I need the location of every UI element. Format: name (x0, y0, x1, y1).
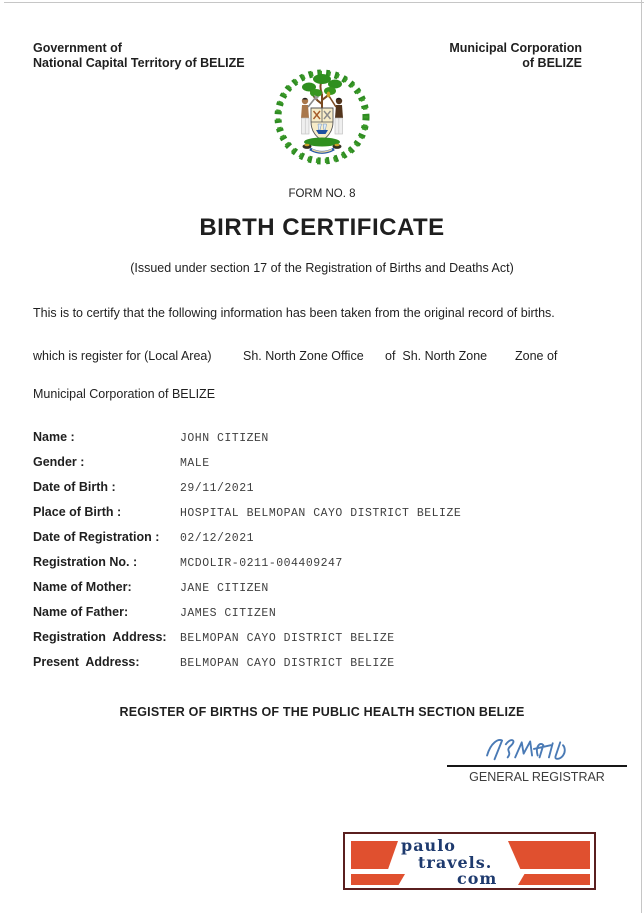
field-value: MALE (180, 457, 210, 470)
field-label: Place of Birth : (33, 505, 122, 519)
field-row-date-of-birth (33, 480, 461, 494)
field-row-registration-address (33, 630, 461, 644)
document-title: BIRTH CERTIFICATE (199, 214, 445, 241)
belize-coat-of-arms-icon (272, 66, 372, 170)
field-row-registration-no (33, 555, 461, 569)
field-label: Name of Mother: (33, 580, 132, 594)
issuer-left-line2: National Capital Territory of BELIZE (33, 56, 245, 70)
document-subtitle: (Issued under section 17 of the Registration of Births and Deaths Act) (130, 261, 514, 275)
field-row-date-of-registration (33, 530, 461, 544)
field-label: Registration Address: (33, 630, 167, 644)
field-label: Registration No. : (33, 555, 138, 569)
signature-line (447, 765, 627, 767)
field-label: Date of Registration : (33, 530, 160, 544)
issuer-left (33, 41, 245, 71)
form-number: FORM NO. 8 (288, 188, 356, 200)
field-row-name-of-father (33, 605, 461, 619)
register-office-value: Sh. North Zone Office (243, 349, 364, 363)
register-corporation-line: Municipal Corporation of BELIZE (33, 387, 216, 401)
paulo-travels-logo (343, 832, 596, 890)
field-value: MCDOLIR-0211-004409247 (180, 557, 343, 570)
field-row-name (33, 430, 461, 444)
register-zone-value: of Sh. North Zone (385, 349, 488, 363)
issuer-right-line1: Municipal Corporation (449, 41, 582, 55)
logo-text-line3: com (457, 869, 498, 888)
issuer-left-line1: Government of (33, 41, 122, 55)
field-value: JAMES CITIZEN (180, 607, 277, 620)
field-label: Gender : (33, 455, 85, 469)
field-row-gender (33, 455, 461, 469)
field-row-place-of-birth (33, 505, 461, 519)
register-zone-of-label: Zone of (515, 349, 558, 363)
logo-text-line2: travels. (418, 853, 493, 872)
logo-text-line1: paulo (401, 836, 456, 855)
field-value: 29/11/2021 (180, 482, 255, 495)
field-row-name-of-mother (33, 580, 461, 594)
logo-left-block (351, 841, 398, 869)
field-value: JOHN CITIZEN (180, 432, 269, 445)
page-top-edge-line (4, 2, 644, 3)
field-value: JANE CITIZEN (180, 582, 269, 595)
field-value: HOSPITAL BELMOPAN CAYO DISTRICT BELIZE (180, 507, 462, 520)
logo-right-block (508, 841, 590, 869)
logo-right-bar (518, 874, 590, 885)
issuer-right-line2: of BELIZE (522, 56, 582, 70)
register-of-births-heading: REGISTER OF BIRTHS OF THE PUBLIC HEALTH SECTION BELIZE (119, 705, 525, 719)
field-value: BELMOPAN CAYO DISTRICT BELIZE (180, 632, 395, 645)
field-row-present-address (33, 655, 461, 669)
page-right-edge-line (641, 0, 642, 913)
field-label: Name : (33, 430, 75, 444)
signatory-title: GENERAL REGISTRAR (469, 770, 605, 784)
certify-statement: This is to certify that the following information has been taken from the original record of births. (33, 306, 555, 320)
issuer-right (449, 41, 582, 71)
field-value: BELMOPAN CAYO DISTRICT BELIZE (180, 657, 395, 670)
field-value: 02/12/2021 (180, 532, 255, 545)
certificate-fields (33, 430, 461, 669)
field-label: Name of Father: (33, 605, 129, 619)
registrar-signature-icon (478, 733, 588, 763)
register-area-label: which is register for (Local Area) (33, 349, 212, 363)
logo-left-bar (351, 874, 405, 885)
field-label: Date of Birth : (33, 480, 116, 494)
field-label: Present Address: (33, 655, 140, 669)
